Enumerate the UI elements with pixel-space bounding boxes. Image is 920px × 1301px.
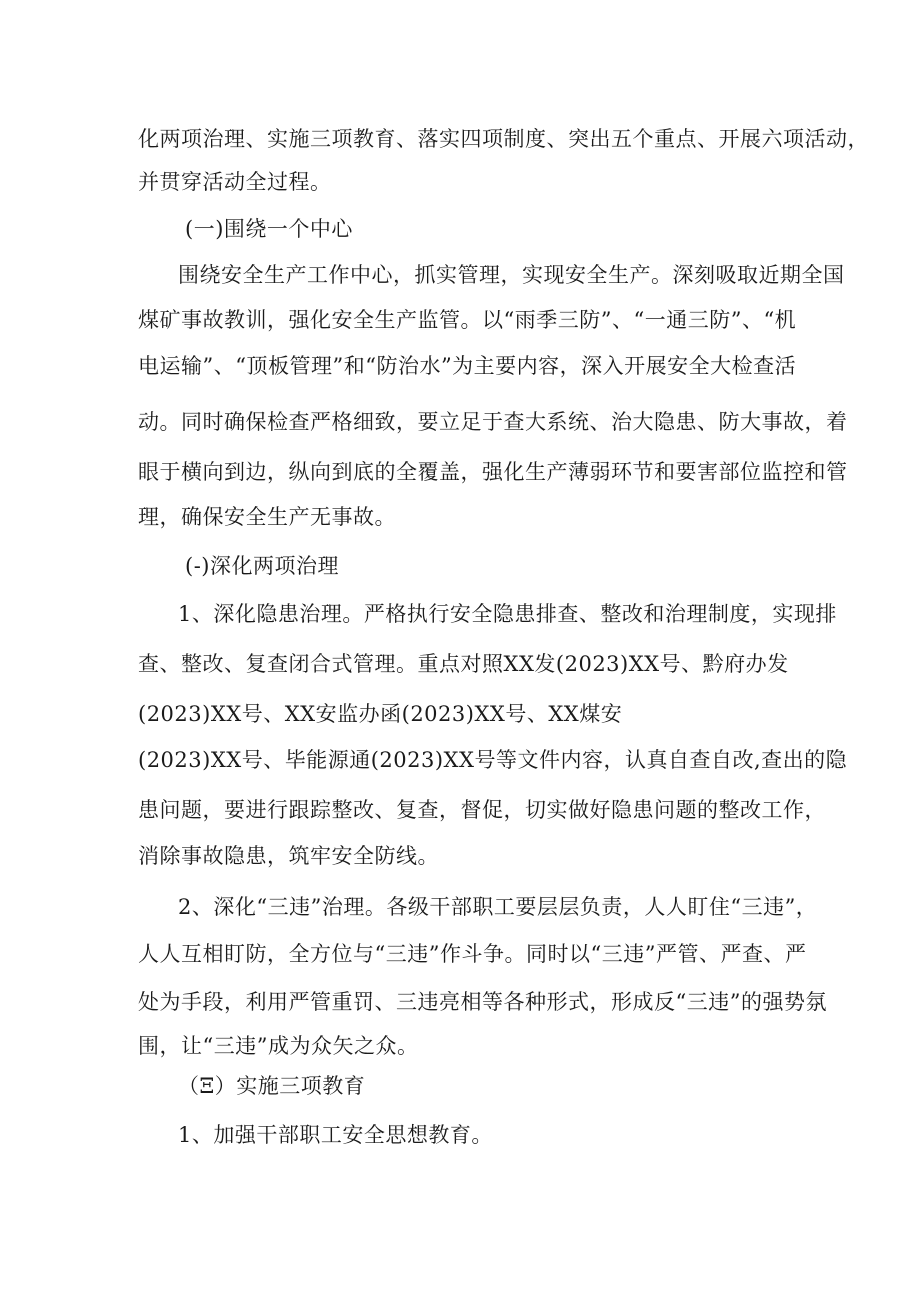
text-line-6: 电运输”、“顶板管理”和“防治水”为主要内容，深入开展安全大检查活 bbox=[138, 354, 797, 378]
text-line-4: 围绕安全生产工作中心，抓实管理，实现安全生产。深刻吸取近期全国 bbox=[178, 263, 845, 287]
section-heading-1: (一)围绕一个中心 bbox=[185, 217, 353, 241]
text-line-14: (2023)XX号、毕能源通(2023)XX号等文件内容，认真自查自改,查出的隐 bbox=[138, 748, 848, 772]
text-line-8: 眼于横向到边，纵向到底的全覆盖，强化生产薄弱环节和要害部位监控和管 bbox=[138, 460, 848, 484]
text-line-17: 2、深化“三违”治理。各级干部职工要层层负责，人人盯住“三违”， bbox=[178, 895, 818, 919]
text-line-9: 理，确保安全生产无事故。 bbox=[138, 505, 396, 529]
text-line-18: 人人互相盯防，全方位与“三违”作斗争。同时以“三违”严管、严查、严 bbox=[138, 942, 807, 966]
text-line-19: 处为手段，利用严管重罚、三违亮相等各种形式，形成反“三违”的强势氛 bbox=[138, 990, 827, 1014]
text-line-22: 1、加强干部职工安全思想教育。 bbox=[178, 1123, 493, 1147]
text-line-1: 化两项治理、实施三项教育、落实四项制度、突出五个重点、开展六项活动， bbox=[138, 127, 869, 151]
text-line-13: (2023)XX号、XX安监办函(2023)XX号、XX煤安 bbox=[138, 702, 623, 726]
text-line-5: 煤矿事故教训，强化安全生产监管。以“雨季三防”、“一通三防”、“机 bbox=[138, 308, 797, 332]
text-line-15: 患问题，要进行跟踪整改、复查，督促，切实做好隐患问题的整改工作， bbox=[138, 798, 826, 822]
text-line-12: 查、整改、复查闭合式管理。重点对照XX发(2023)XX号、黔府办发 bbox=[138, 652, 789, 676]
text-line-7: 动。同时确保检查严格细致，要立足于查大系统、治大隐患、防大事故，着 bbox=[138, 410, 848, 434]
section-heading-3: （Ξ）实施三项教育 bbox=[178, 1074, 366, 1098]
section-heading-2: (-)深化两项治理 bbox=[185, 554, 339, 578]
text-line-11: 1、深化隐患治理。严格执行安全隐患排查、整改和治理制度，实现排 bbox=[178, 602, 837, 626]
text-line-16: 消除事故隐患，筑牢安全防线。 bbox=[138, 844, 439, 868]
text-line-20: 围，让“三违”成为众矢之众。 bbox=[138, 1034, 419, 1058]
text-line-2: 并贯穿活动全过程。 bbox=[138, 170, 332, 194]
